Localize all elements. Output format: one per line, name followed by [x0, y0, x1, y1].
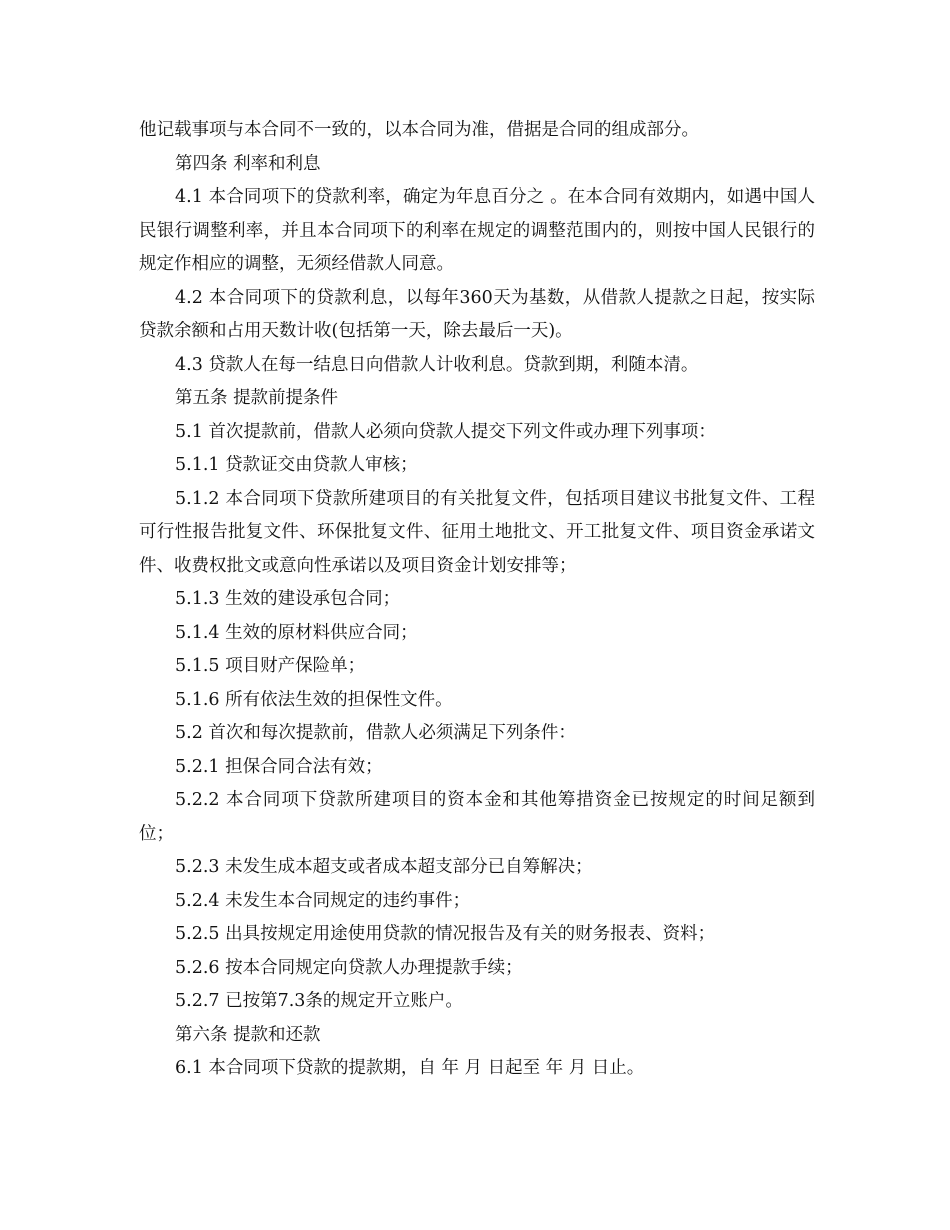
clause-5-2-1: 5.2.1 担保合同合法有效；	[175, 756, 383, 777]
clause-5-2-6: 5.2.6 按本合同规定向贷款人办理提款手续；	[175, 957, 523, 978]
clause-5-2-5: 5.2.5 出具按规定用途使用贷款的情况报告及有关的财务报表、资料；	[175, 924, 716, 944]
clause-6-1: 6.1 本合同项下贷款的提款期，自 年 月 日起至 年 月 日止。	[175, 1058, 645, 1078]
clause-5-2-3: 5.2.3 未发生成本超支或者成本超支部分已自筹解决；	[175, 857, 593, 877]
clause-5-1-3: 5.1.3 生效的建设承包合同；	[175, 589, 401, 609]
clause-5-1-5: 5.1.5 项目财产保险单；	[175, 656, 366, 676]
clause-5-2: 5.2 首次和每次提款前，借款人必须满足下列条件：	[175, 723, 576, 743]
clause-5-2-7: 5.2.7 已按第7.3条的规定开立账户。	[175, 991, 463, 1011]
paragraph-continuation: 他记载事项与本合同不一致的，以本合同为准，借据是合同的组成部分。	[139, 120, 699, 140]
article-5-heading: 第五条 提款前提条件	[175, 388, 339, 408]
clause-5-1-4: 5.1.4 生效的原材料供应合同；	[175, 622, 418, 643]
clause-4-3: 4.3 贷款人在每一结息日向借款人计收利息。贷款到期，利随本清。	[175, 354, 699, 375]
clause-4-2: 4.2 本合同项下的贷款利息，以每年360天为基数，从借款人提款之日起，按实际贷款余额和占用天数计收(包括第一天，除去最后一天)。	[139, 287, 815, 341]
clause-5-1: 5.1 首次提款前，借款人必须向贷款人提交下列文件或办理下列事项：	[175, 421, 716, 442]
clause-4-1: 4.1 本合同项下的贷款利率，确定为年息百分之 。在本合同有效期内，如遇中国人民银行调整利率，并且本合同项下的利率在规定的调整范围内的，则按中国人民银行的规定作相应的调整，无须经借款人同意。	[139, 187, 815, 274]
clause-5-1-2: 5.1.2 本合同项下贷款所建项目的有关批复文件，包括项目建议书批复文件、工程可行性报告批复文件、环保批复文件、征用土地批文、开工批复文件、项目资金承诺文件、收费权批文或意向性承诺以及项目资金计划安排等；	[139, 488, 815, 576]
clause-5-1-6: 5.1.6 所有依法生效的担保性文件。	[175, 689, 453, 710]
clause-5-2-2: 5.2.2 本合同项下贷款所建项目的资本金和其他筹措资金已按规定的时间足额到位；	[139, 790, 815, 844]
clause-5-1-1: 5.1.1 贷款证交由贷款人审核；	[175, 455, 418, 475]
clause-5-2-4: 5.2.4 未发生本合同规定的违约事件；	[175, 890, 471, 911]
article-4-heading: 第四条 利率和利息	[175, 153, 321, 174]
document-body	[139, 114, 815, 1086]
article-6-heading: 第六条 提款和还款	[175, 1024, 321, 1045]
